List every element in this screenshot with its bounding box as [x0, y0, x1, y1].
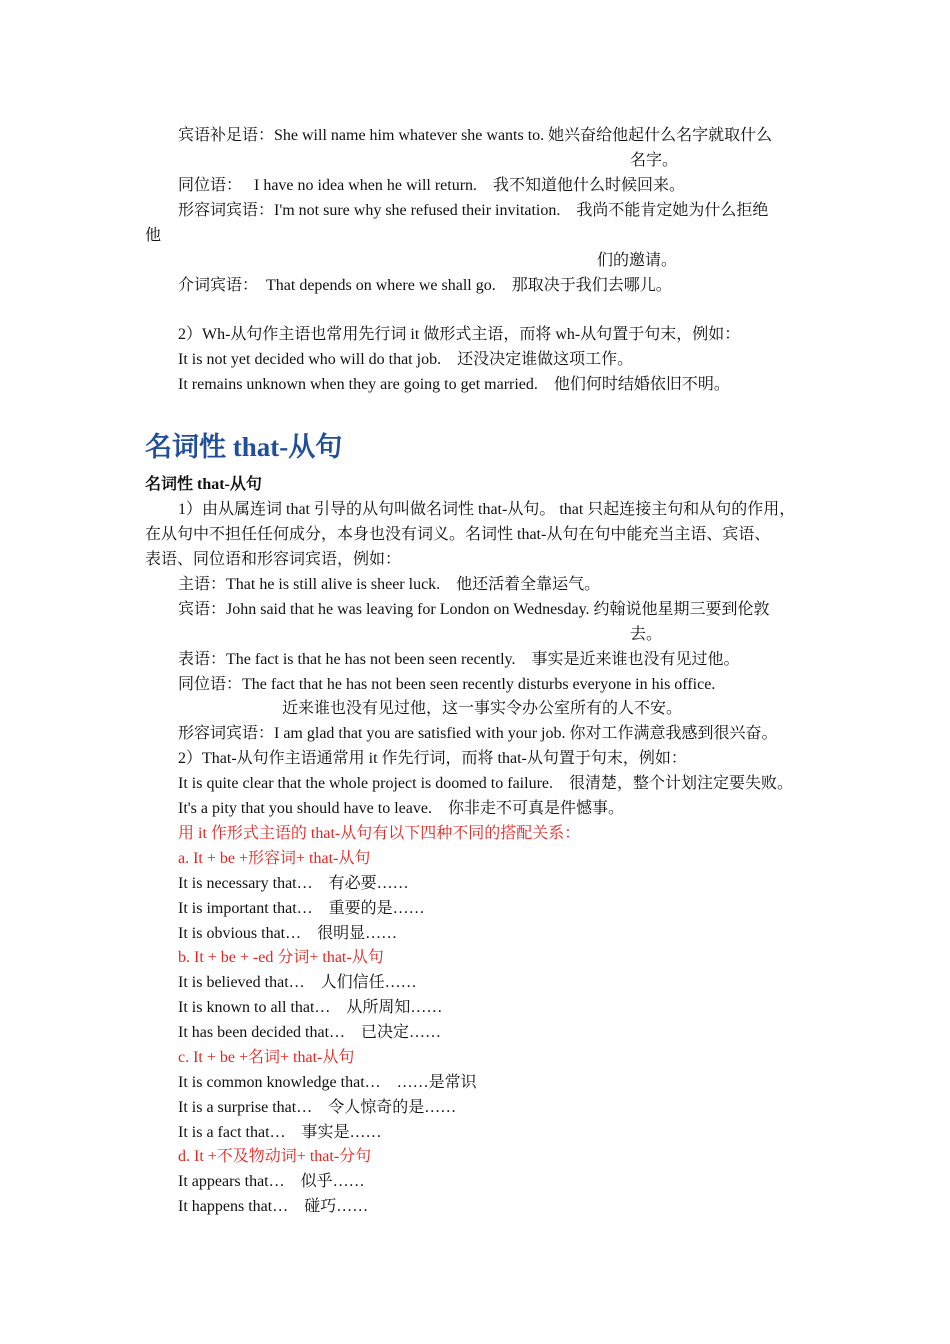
paragraph-1-line-2: 在从句中不担任任何成分，本身也没有词义。名词性 that-从句在句中能充当主语、宾语、 — [145, 526, 771, 543]
adjective-object-example: 形容词宾语：I'm not sure why she refused their invitation. 我尚不能肯定她为什么拒绝 — [178, 202, 769, 219]
object-example: 宾语：John said that he was leaving for London on Wednesday. 约翰说他星期三要到伦敦 — [178, 601, 770, 618]
object-translation-cont: 去。 — [630, 626, 663, 643]
pattern-a-item-3: It is obvious that… 很明显…… — [178, 925, 398, 942]
pattern-a-item-2: It is important that… 重要的是…… — [178, 900, 425, 917]
section-subheading: 名词性 that-从句 — [145, 476, 262, 493]
object-complement-example: 宾语补足语：She will name him whatever she wants to. 她兴奋给他起什么名字就取什么 — [178, 127, 773, 144]
wh-clause-example-2: It remains unknown when they are going to get married. 他们何时结婚依旧不明。 — [178, 376, 730, 393]
pattern-c-item-3: It is a fact that… 事实是…… — [178, 1124, 382, 1141]
pattern-b-item-1: It is believed that… 人们信任…… — [178, 974, 417, 991]
adjective-object-wrap: 他 — [145, 227, 162, 244]
adjective-object-that-example: 形容词宾语：I am glad that you are satisfied with your job. 你对工作满意我感到很兴奋。 — [178, 725, 778, 742]
pattern-d-heading: d. It +不及物动词+ that-分句 — [178, 1148, 372, 1165]
that-clause-rule: 2）That-从句作主语通常用 it 作先行词，而将 that-从句置于句末，例如： — [178, 750, 687, 767]
paragraph-1-line-3: 表语、同位语和形容词宾语，例如： — [145, 551, 402, 568]
that-clause-example-1: It is quite clear that the whole project is doomed to failure. 很清楚，整个计划注定要失败。 — [178, 775, 793, 792]
object-complement-translation-cont: 名字。 — [630, 152, 679, 169]
pattern-c-item-2: It is a surprise that… 令人惊奇的是…… — [178, 1099, 457, 1116]
subject-example: 主语：That he is still alive is sheer luck. 他还活着全靠运气。 — [178, 576, 601, 593]
pattern-a-heading: a. It + be +形容词+ that-从句 — [178, 850, 371, 867]
section-heading: 名词性 that-从句 — [145, 432, 343, 462]
wh-clause-example-1: It is not yet decided who will do that job. 还没决定谁做这项工作。 — [178, 351, 634, 368]
patterns-intro: 用 it 作形式主语的 that-从句有以下四种不同的搭配关系： — [178, 825, 581, 842]
predicative-example: 表语：The fact is that he has not been seen recently. 事实是近来谁也没有见过他。 — [178, 651, 740, 668]
appositive-example: 同位语： I have no idea when he will return. 我不知道他什么时候回来。 — [178, 177, 686, 194]
pattern-a-item-1: It is necessary that… 有必要…… — [178, 875, 409, 892]
wh-clause-rule: 2）Wh-从句作主语也常用先行词 it 做形式主语，而将 wh-从句置于句末，例如： — [178, 326, 741, 343]
pattern-b-heading: b. It + be + -ed 分词+ that-从句 — [178, 949, 384, 966]
adjective-object-translation-cont: 们的邀请。 — [597, 252, 678, 269]
paragraph-1-line-1: 1）由从属连词 that 引导的从句叫做名词性 that-从句。 that 只起连接主句和从句的作用， — [178, 501, 796, 518]
pattern-d-item-2: It happens that… 碰巧…… — [178, 1198, 369, 1215]
pattern-d-item-1: It appears that… 似乎…… — [178, 1173, 365, 1190]
pattern-b-item-3: It has been decided that… 已决定…… — [178, 1024, 442, 1041]
pattern-b-item-2: It is known to all that… 从所周知…… — [178, 999, 443, 1016]
appositive-that-example: 同位语：The fact that he has not been seen recently disturbs everyone in his office. — [178, 676, 716, 693]
prepositional-object-example: 介词宾语： That depends on where we shall go. 那取决于我们去哪儿。 — [178, 277, 672, 294]
appositive-that-translation: 近来谁也没有见过他，这一事实令办公室所有的人不安。 — [282, 700, 683, 717]
that-clause-example-2: It's a pity that you should have to leave. 你非走不可真是件憾事。 — [178, 800, 624, 817]
pattern-c-heading: c. It + be +名词+ that-从句 — [178, 1049, 355, 1066]
pattern-c-item-1: It is common knowledge that… ……是常识 — [178, 1074, 477, 1091]
